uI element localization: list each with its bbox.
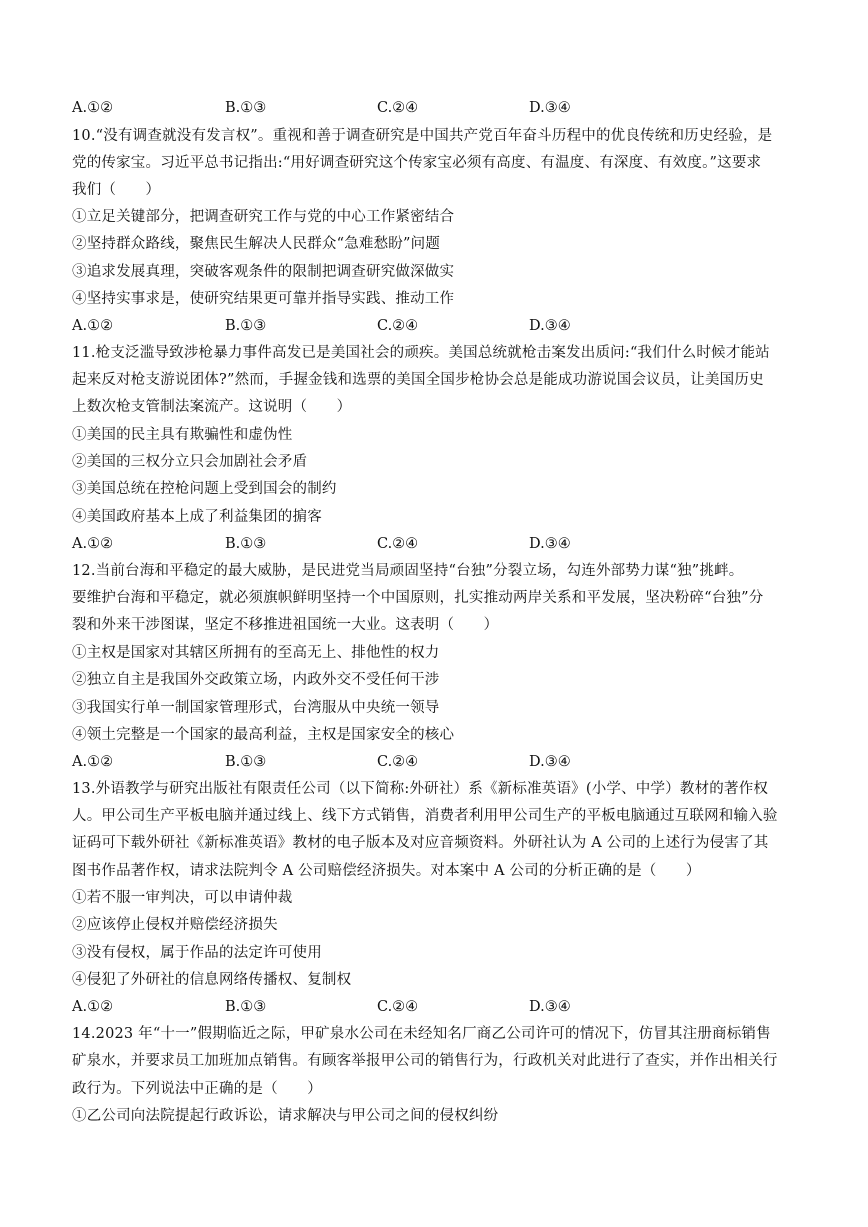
option-d: D.③④	[529, 318, 571, 334]
answer-options-q12	[72, 752, 812, 772]
option-b: B.①③	[225, 100, 267, 116]
question-11-choice: ①美国的民主具有欺骗性和虚伪性	[72, 427, 293, 443]
question-12-choice: ④领土完整是一个国家的最高利益，主权是国家安全的核心	[72, 727, 455, 743]
question-12-choice: ③我国实行单一制国家管理形式，台湾服从中央统一领导	[72, 700, 440, 716]
option-d: D.③④	[529, 536, 571, 552]
question-14-choice: ①乙公司向法院提起行政诉讼，请求解决与甲公司之间的侵权纠纷	[72, 1108, 499, 1124]
question-10-choice: ③追求发展真理，突破客观条件的限制把调查研究做深做实	[72, 264, 455, 280]
question-13-stem-line: 证码可下载外研社《新标准英语》教材的电子版本及对应音频资料。外研社认为 A 公司的上述行为侵害了其	[72, 835, 769, 851]
question-10-choice: ②坚持群众路线，聚焦民生解决人民群众“急难愁盼”问题	[72, 236, 441, 252]
question-13-choice: ①若不服一审判决，可以申请仲裁	[72, 890, 293, 906]
option-b: B.①③	[225, 754, 267, 770]
question-12-choice: ①主权是国家对其辖区所拥有的至高无上、排他性的权力	[72, 645, 440, 661]
question-11-choice: ④美国政府基本上成了利益集团的掮客	[72, 509, 322, 525]
question-12-stem-line: 12.当前台海和平稳定的最大威胁，是民进党当局顽固坚持“台独”分裂立场，勾连外部势力谋“独”挑衅。	[72, 563, 744, 579]
option-b: B.①③	[225, 999, 267, 1015]
question-13-stem-line: 图书作品著作权，请求法院判令 A 公司赔偿经济损失。对本案中 A 公司的分析正确的是（ ）	[72, 863, 701, 879]
question-13-choice: ④侵犯了外研社的信息网络传播权、复制权	[72, 972, 352, 988]
option-d: D.③④	[529, 999, 571, 1015]
question-10-stem-line: 我们（ ）	[72, 182, 161, 198]
option-a: A.①②	[72, 318, 114, 334]
option-c: C.②④	[377, 100, 419, 116]
option-c: C.②④	[377, 999, 419, 1015]
question-14-stem-line: 政行为。下列说法中正确的是（ ）	[72, 1081, 322, 1097]
question-12-stem-line: 裂和外来干涉图谋，坚定不移推进祖国统一大业。这表明（ ）	[72, 617, 499, 633]
question-13-stem-line: 人。甲公司生产平板电脑并通过线上、线下方式销售，消费者利用甲公司生产的平板电脑通过互联网和输入验	[72, 808, 778, 824]
question-11-choice: ②美国的三权分立只会加剧社会矛盾	[72, 454, 308, 470]
question-12-choice: ②独立自主是我国外交政策立场，内政外交不受任何干涉	[72, 672, 440, 688]
question-11-stem-line: 上数次枪支管制法案流产。这说明（ ）	[72, 399, 352, 415]
question-13-choice: ③没有侵权，属于作品的法定许可使用	[72, 945, 322, 961]
answer-options-q9	[72, 98, 812, 118]
question-13-stem-line: 13.外语教学与研究出版社有限责任公司（以下简称:外研社）系《新标准英语》(小学、中学）教材的著作权	[72, 781, 769, 797]
question-14-stem-line: 矿泉水，并要求员工加班加点销售。有顾客举报甲公司的销售行为，行政机关对此进行了查实，并作出相关行	[72, 1053, 778, 1069]
question-10-choice: ④坚持实事求是，使研究结果更可靠并指导实践、推动工作	[72, 291, 455, 307]
option-a: A.①②	[72, 754, 114, 770]
option-c: C.②④	[377, 318, 419, 334]
option-c: C.②④	[377, 536, 419, 552]
option-c: C.②④	[377, 754, 419, 770]
question-10-stem-line: 党的传家宝。习近平总书记指出:“用好调查研究这个传家宝必须有高度、有温度、有深度、有效度。”这要求	[72, 155, 762, 171]
option-a: A.①②	[72, 999, 114, 1015]
question-12-stem-line: 要维护台海和平稳定，就必须旗帜鲜明坚持一个中国原则，扎实推动两岸关系和平发展，坚决粉碎“台独”分	[72, 590, 764, 606]
answer-options-q10	[72, 316, 812, 336]
question-14-stem-line: 14.2023 年“十一”假期临近之际，甲矿泉水公司在未经知名厂商乙公司许可的情况下，仿冒其注册商标销售	[72, 1026, 771, 1042]
answer-options-q11	[72, 534, 812, 554]
question-10-choice: ①立足关键部分，把调查研究工作与党的中心工作紧密结合	[72, 209, 455, 225]
option-a: A.①②	[72, 536, 114, 552]
option-a: A.①②	[72, 100, 114, 116]
answer-options-q13	[72, 997, 812, 1017]
option-d: D.③④	[529, 100, 571, 116]
option-b: B.①③	[225, 536, 267, 552]
question-10-stem-line: 10.“没有调查就没有发言权”。重视和善于调查研究是中国共产党百年奋斗历程中的优良传统和历史经验，是	[72, 128, 773, 144]
option-d: D.③④	[529, 754, 571, 770]
question-13-choice: ②应该停止侵权并赔偿经济损失	[72, 917, 278, 933]
question-11-stem-line: 11.枪支泛滥导致涉枪暴力事件高发已是美国社会的顽疾。美国总统就枪击案发出质问:“我们什么时候才能站	[72, 345, 770, 361]
question-11-stem-line: 起来反对枪支游说团体?”然而，手握金钱和选票的美国全国步枪协会总是能成功游说国会议员，让美国历史	[72, 372, 764, 388]
question-11-choice: ③美国总统在控枪问题上受到国会的制约	[72, 481, 337, 497]
option-b: B.①③	[225, 318, 267, 334]
